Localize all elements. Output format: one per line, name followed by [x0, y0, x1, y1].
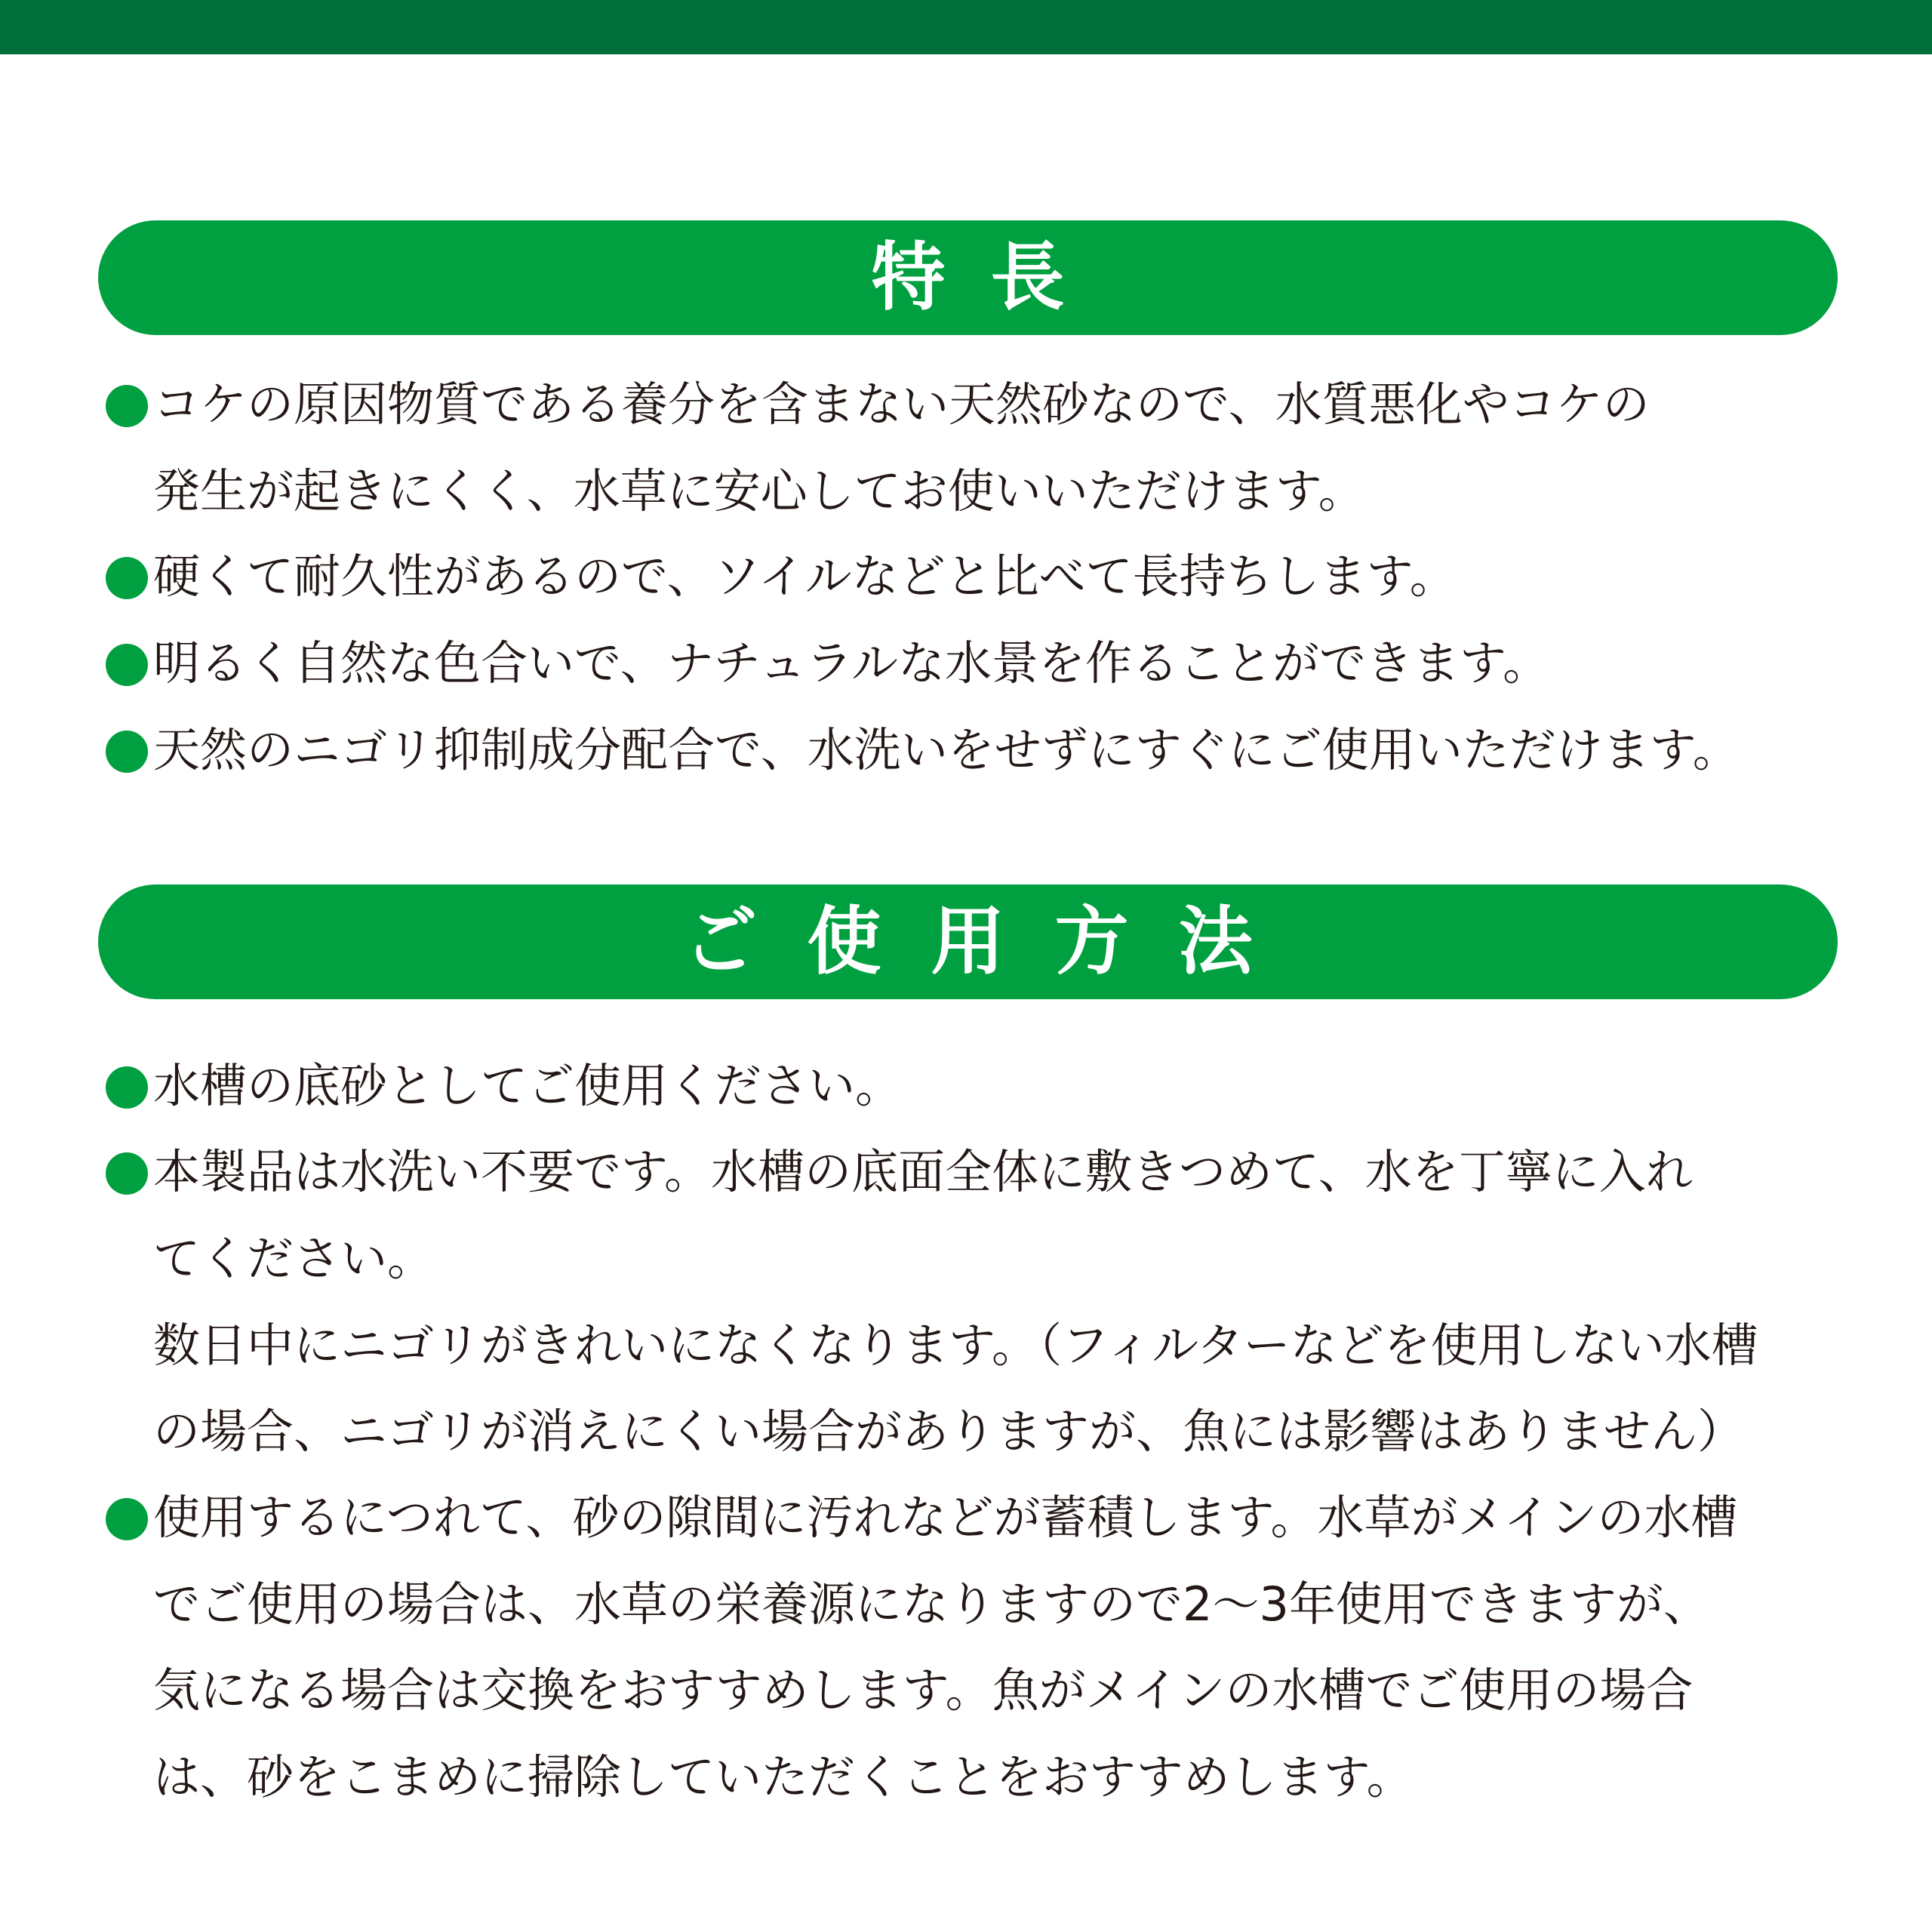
features-item-4-line-1: 天然のニゴリ抑制成分配合で、水洗いをせずにすぐにご使用いただけます。: [153, 722, 1740, 777]
usage-item-1-line-1: 水槽の底砂としてご使用ください。: [153, 1058, 903, 1113]
bullet-icon: [106, 1066, 148, 1109]
usage-header: [98, 884, 1838, 999]
features-item-3-line-1: 明るく自然な色合いで、ナチュラルな水景を作ることができます。: [153, 635, 1550, 691]
usage-item-3-line-1: 使用するにつれて、砂の隙間に汚れなどが蓄積します。水草がメインの水槽: [153, 1490, 1738, 1545]
top-band: [0, 0, 1932, 54]
features-header: [98, 220, 1838, 335]
usage-item-2-line-2: てください。: [153, 1231, 435, 1286]
features-title: 特長: [871, 235, 1110, 321]
usage-item-2-line-3: 数日中にニゴリがきれいになくなります。（フィルターなどを使用しない水槽: [153, 1318, 1758, 1373]
usage-item-2-line-1: 本製品は水洗い不要です。水槽の底面全体に敷きつめて、水を丁寧に入れ: [153, 1144, 1693, 1199]
features-item-1-line-1: コケの原因物質である養分を含まない天然砂なので、水質悪化やコケの: [153, 377, 1650, 432]
features-item-1-line-2: 発生が起きにくく、水草に安心してお使いいただけます。: [153, 463, 1365, 518]
bullet-icon: [106, 1152, 148, 1195]
bullet-icon: [106, 385, 148, 427]
usage-item-3-line-3: 気になる場合は交換をおすすめします。魚がメインの水槽でご使用の場合: [153, 1663, 1694, 1718]
bullet-icon: [106, 1498, 148, 1540]
bullet-icon: [106, 731, 148, 773]
bullet-icon: [106, 557, 148, 599]
usage-title: ご使用方法: [683, 899, 1303, 985]
features-item-2-line-1: 硬くて耐久性があるので、ソイルなどと比べて長持ちします。: [153, 549, 1457, 604]
usage-item-3-line-4: は、砂をこまめに掃除していただくことをおすすめします。: [153, 1749, 1414, 1804]
usage-item-2-line-4: の場合、ニゴリが消えにくい場合がありますが、魚には影響はありません）: [153, 1404, 1745, 1459]
usage-item-3-line-2: でご使用の場合は、水草の栄養源になりますので2～3年使用できますが、: [153, 1577, 1710, 1632]
bullet-icon: [106, 644, 148, 686]
